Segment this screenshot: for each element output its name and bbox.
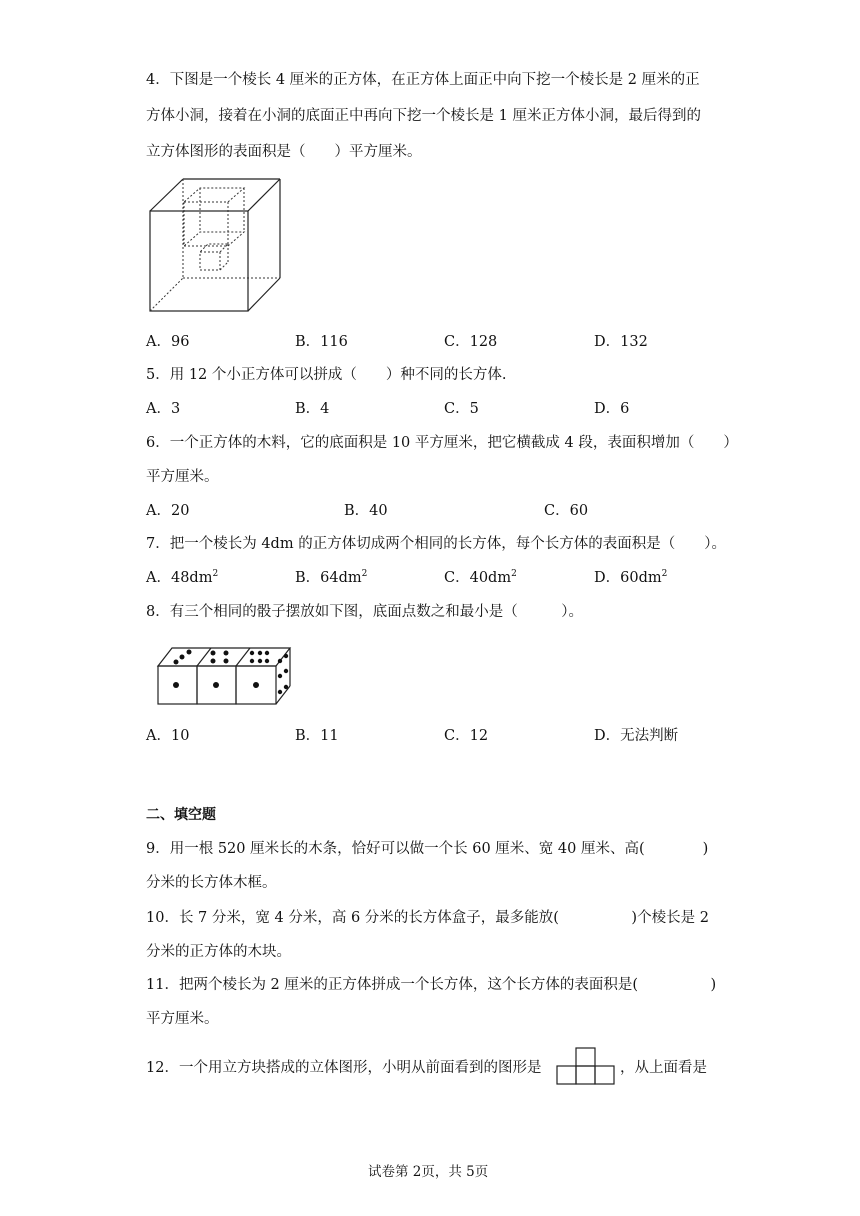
q5-option-c[interactable]: C．5 [444, 401, 479, 417]
q8-option-a[interactable]: A．10 [146, 728, 190, 744]
q7-option-b-text: B．64dm [295, 570, 362, 586]
q11-line1: 11．把两个棱长为 2 厘米的正方体拼成一个长方体，这个长方体的表面积是( ) [146, 977, 717, 993]
q6-option-c[interactable]: C．60 [544, 503, 589, 519]
q7-option-c[interactable] [444, 568, 517, 588]
q10-line1: 10．长 7 分米，宽 4 分米，高 6 分米的长方体盒子，最多能放( )个棱长是 2 [146, 910, 709, 926]
q4-option-c[interactable]: C．128 [444, 334, 498, 350]
q4-line3: 立方体图形的表面积是（ ）平方厘米。 [146, 144, 422, 160]
three-dice-figure [156, 644, 296, 708]
q7-option-a[interactable] [146, 568, 218, 588]
q5-option-b[interactable]: B．4 [295, 401, 330, 417]
q6-option-a[interactable]: A．20 [146, 503, 190, 519]
q7-option-c-exp: 2 [511, 569, 517, 580]
q7-option-b-exp: 2 [361, 569, 368, 580]
q7-option-d-text: D．60dm [594, 570, 662, 586]
page-footer: 试卷第 2页，共 5页 [368, 1164, 489, 1180]
q5-option-d[interactable]: D．6 [594, 401, 630, 417]
cube-with-holes-figure [148, 176, 288, 316]
q8-option-c[interactable]: C．12 [444, 728, 489, 744]
q7-line1: 7．把一个棱长为 4dm 的正方体切成两个相同的长方体，每个长方体的表面积是（ ）。 [146, 536, 726, 552]
q7-option-c-text: C．40dm [444, 570, 512, 586]
q8-option-b[interactable]: B．11 [295, 728, 339, 744]
q4-line1: 4．下图是一个棱长 4 厘米的正方体，在正方体上面正中向下挖一个棱长是 2 厘米的正 [146, 72, 700, 88]
q7-option-b[interactable] [295, 568, 367, 588]
q4-option-d[interactable]: D．132 [594, 334, 648, 350]
q4-option-b[interactable]: B．116 [295, 334, 348, 350]
q8-option-d[interactable]: D．无法判断 [594, 728, 679, 744]
q11-line2: 平方厘米。 [146, 1011, 219, 1027]
q7-option-a-text: A．48dm [146, 570, 213, 586]
q9-line2: 分米的长方体木框。 [146, 875, 277, 891]
q6-line1: 6．一个正方体的木料，它的底面积是 10 平方厘米，把它横截成 4 段，表面积增加（ ） [146, 435, 738, 451]
q9-line1: 9．用一根 520 厘米长的木条，恰好可以做一个长 60 厘米、宽 40 厘米、高( ) [146, 841, 709, 857]
q7-option-a-exp: 2 [212, 569, 219, 580]
q7-option-d-exp: 2 [661, 569, 668, 580]
q4-option-a[interactable]: A．96 [146, 334, 190, 350]
q12-line1-part2: ，从上面看是 [620, 1060, 707, 1076]
q7-option-d[interactable] [594, 568, 667, 588]
q6-line2: 平方厘米。 [146, 469, 219, 485]
q4-line2: 方体小洞，接着在小洞的底面正中再向下挖一个棱长是 1 厘米正方体小洞，最后得到的 [146, 108, 701, 124]
front-view-figure [556, 1046, 616, 1086]
q12-line1-part1: 12．一个用立方块搭成的立体图形，小明从前面看到的图形是 [146, 1060, 542, 1076]
q8-line1: 8．有三个相同的骰子摆放如下图，底面点数之和最小是（ ）。 [146, 604, 583, 620]
q5-line1: 5．用 12 个小正方体可以拼成（ ）种不同的长方体. [146, 367, 507, 383]
section-title-fill-in: 二、填空题 [146, 807, 216, 823]
q10-line2: 分米的正方体的木块。 [146, 944, 291, 960]
q5-option-a[interactable]: A．3 [146, 401, 181, 417]
q6-option-b[interactable]: B．40 [344, 503, 388, 519]
